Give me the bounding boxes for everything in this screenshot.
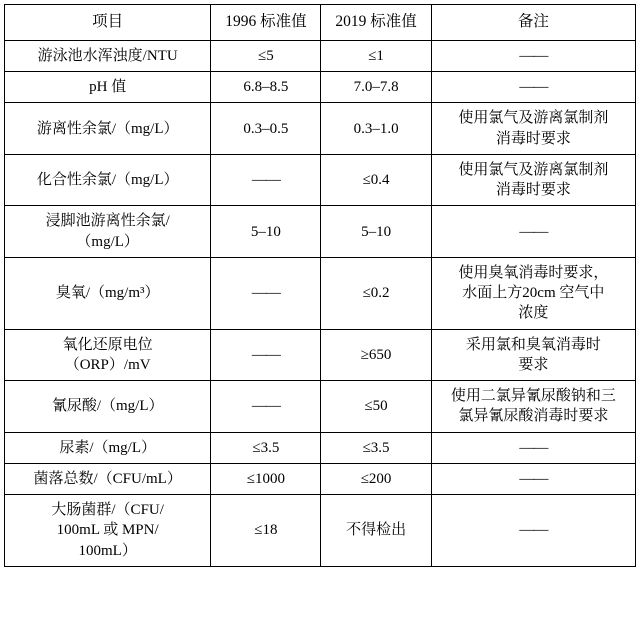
cell-note-line: 氯异氰尿酸消毒时要求: [458, 408, 609, 425]
table-header: [5, 5, 636, 41]
cell-note-line: ——: [519, 470, 548, 487]
cell-note: [431, 329, 635, 381]
cell-1996-value-line: ≤18: [254, 522, 278, 539]
cell-2019-value-line: ≤3.5: [362, 439, 390, 456]
cell-note: [431, 103, 635, 155]
cell-note: [431, 495, 635, 567]
cell-note: [431, 257, 635, 329]
table-row: [5, 72, 636, 103]
cell-item-line: （mg/L）: [76, 233, 139, 250]
cell-item-line: 游离性余氯/（mg/L）: [36, 120, 179, 137]
cell-note: [431, 463, 635, 494]
cell-item-line: 100mL 或 MPN/: [56, 522, 159, 539]
cell-2019-value: [321, 206, 431, 258]
cell-note-line: ——: [519, 47, 548, 64]
cell-2019-value-line: ≥650: [360, 346, 392, 363]
cell-2019-value: [321, 432, 431, 463]
cell-2019-value-line: ≤50: [364, 398, 388, 415]
table-row: [5, 381, 636, 433]
cell-note: [431, 72, 635, 103]
cell-note-line: 使用臭氧消毒时要求，: [458, 264, 609, 281]
cell-2019-value-line: 不得检出: [346, 522, 407, 539]
cell-1996-value-line: ≤1000: [246, 470, 286, 487]
cell-2019-value: [321, 463, 431, 494]
cell-1996-value: [211, 206, 321, 258]
cell-note-line: ——: [519, 223, 548, 240]
cell-1996-value-line: 6.8–8.5: [243, 79, 289, 96]
cell-item-line: 臭氧/（mg/m³）: [55, 285, 160, 302]
cell-item-line: 大肠菌群/（CFU/: [51, 502, 164, 519]
cell-item: [5, 154, 211, 206]
cell-2019-value-line: ≤0.2: [362, 285, 390, 302]
cell-2019-value-line: ≤200: [360, 470, 392, 487]
cell-1996-value-line: ≤5: [258, 47, 274, 64]
cell-note-line: 采用氯和臭氧消毒时: [465, 336, 601, 353]
cell-note-line: 消毒时要求: [495, 130, 571, 147]
cell-1996-value: [211, 154, 321, 206]
water-quality-standards-table: [4, 4, 636, 567]
cell-note-line: ——: [519, 79, 548, 96]
cell-item-line: 化合性余氯/（mg/L）: [36, 172, 179, 189]
cell-item-line: 浸脚池游离性余氯/: [45, 213, 170, 230]
cell-note: [431, 154, 635, 206]
column-header-2019: 2019 标准值: [321, 5, 431, 41]
cell-1996-value-line: 5–10: [250, 223, 281, 240]
cell-note: [431, 432, 635, 463]
cell-item-line: （ORP）/mV: [64, 356, 151, 373]
cell-item: [5, 72, 211, 103]
cell-2019-value: [321, 154, 431, 206]
cell-1996-value-line: ——: [251, 285, 280, 302]
cell-item-line: 菌落总数/（CFU/mL）: [33, 470, 182, 487]
cell-item: [5, 40, 211, 71]
cell-item-line: 100mL）: [78, 542, 137, 559]
column-header-note: 备注: [431, 5, 635, 41]
table-body: [5, 40, 636, 566]
table-row: [5, 206, 636, 258]
cell-note-line: 使用二氯异氰尿酸钠和三: [450, 388, 616, 405]
cell-2019-value: [321, 257, 431, 329]
cell-2019-value-line: ≤0.4: [362, 172, 390, 189]
cell-item: [5, 381, 211, 433]
cell-2019-value: [321, 381, 431, 433]
cell-1996-value: [211, 463, 321, 494]
cell-item: [5, 206, 211, 258]
cell-note-line: 使用氯气及游离氯制剂: [458, 110, 609, 127]
cell-2019-value-line: 5–10: [361, 223, 392, 240]
cell-1996-value: [211, 103, 321, 155]
column-header-item: 项目: [5, 5, 211, 41]
cell-item: [5, 432, 211, 463]
cell-1996-value: [211, 381, 321, 433]
cell-2019-value: [321, 72, 431, 103]
cell-item: [5, 257, 211, 329]
cell-note: [431, 206, 635, 258]
cell-2019-value: [321, 495, 431, 567]
table-row: [5, 40, 636, 71]
cell-2019-value-line: ≤1: [368, 47, 384, 64]
cell-note-line: ——: [519, 522, 548, 539]
cell-item: [5, 329, 211, 381]
cell-note-line: ——: [519, 439, 548, 456]
cell-1996-value-line: ——: [251, 172, 280, 189]
cell-2019-value-line: 0.3–1.0: [353, 120, 399, 137]
cell-note-line: 使用氯气及游离氯制剂: [458, 161, 609, 178]
table-row: [5, 103, 636, 155]
cell-item: [5, 103, 211, 155]
table-header-row: [5, 5, 636, 41]
cell-1996-value: [211, 432, 321, 463]
cell-2019-value-line: 7.0–7.8: [353, 79, 399, 96]
cell-1996-value-line: 0.3–0.5: [243, 120, 289, 137]
cell-note-line: 浓度: [518, 305, 549, 322]
column-header-1996: 1996 标准值: [211, 5, 321, 41]
cell-1996-value-line: ——: [251, 346, 280, 363]
cell-note: [431, 381, 635, 433]
cell-1996-value: [211, 329, 321, 381]
cell-item-line: 氰尿酸/（mg/L）: [51, 398, 164, 415]
cell-note-line: 消毒时要求: [495, 182, 571, 199]
cell-item: [5, 463, 211, 494]
cell-item-line: 氧化还原电位: [62, 336, 153, 353]
table-row: [5, 463, 636, 494]
cell-2019-value: [321, 103, 431, 155]
cell-1996-value: [211, 40, 321, 71]
cell-1996-value-line: ≤3.5: [252, 439, 280, 456]
table-row: [5, 432, 636, 463]
cell-note-line: 要求: [518, 356, 549, 373]
cell-1996-value: [211, 72, 321, 103]
cell-item-line: pH 值: [89, 79, 127, 96]
table-row: [5, 154, 636, 206]
cell-2019-value: [321, 40, 431, 71]
cell-1996-value: [211, 495, 321, 567]
cell-item-line: 游泳池水浑浊度/NTU: [37, 47, 178, 64]
cell-2019-value: [321, 329, 431, 381]
cell-1996-value: [211, 257, 321, 329]
cell-note-line: 水面上方20cm 空气中: [462, 285, 605, 302]
cell-1996-value-line: ——: [251, 398, 280, 415]
table-row: [5, 257, 636, 329]
table-row: [5, 495, 636, 567]
cell-item-line: 尿素/（mg/L）: [59, 439, 156, 456]
table-row: [5, 329, 636, 381]
cell-note: [431, 40, 635, 71]
cell-item: [5, 495, 211, 567]
